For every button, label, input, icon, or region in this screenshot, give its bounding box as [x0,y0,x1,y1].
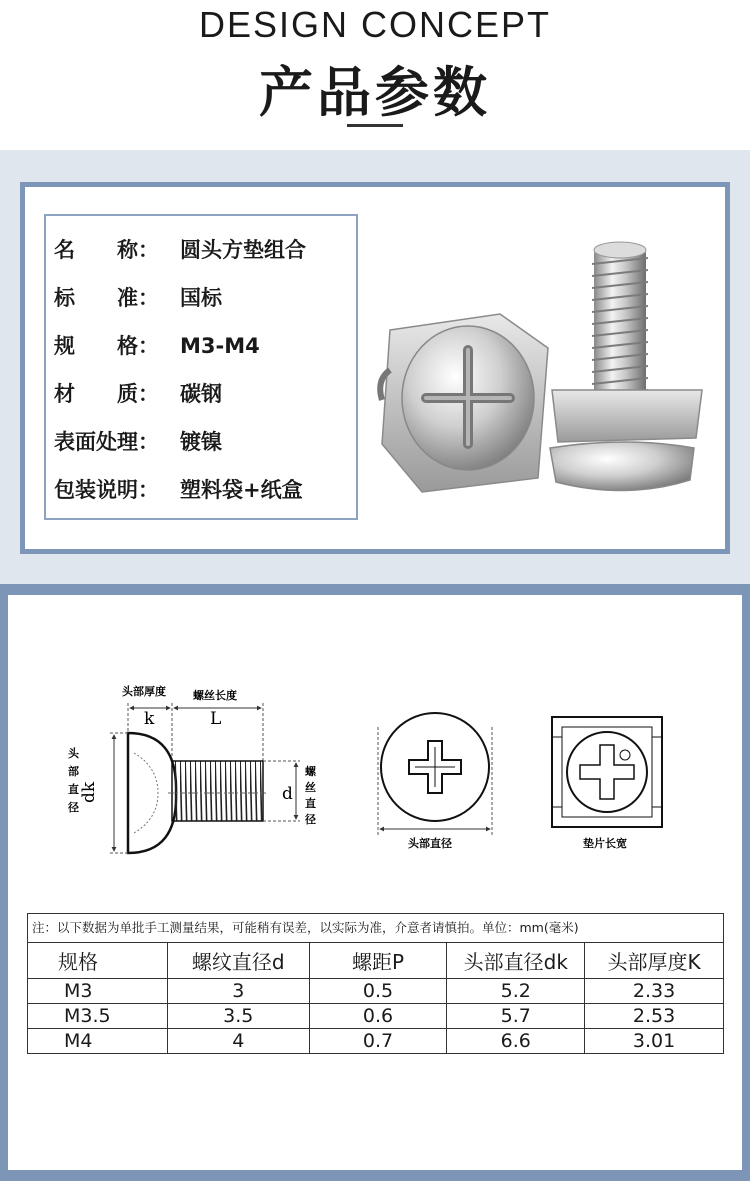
svg-text:直: 直 [305,797,316,810]
col-header-head-dia: 头部直径dk [447,943,585,979]
screw-left [380,314,548,492]
svg-text:径: 径 [68,801,79,814]
title-underline [347,124,403,127]
table-cell: 3 [167,979,309,1004]
label-dk: dk [79,781,99,803]
label-L: L [210,709,222,729]
spec-value: 碳钢 [180,382,222,406]
col-header-pitch: 螺距P [309,943,447,979]
product-photo [370,230,715,520]
label-head-thickness: 头部厚度 [122,685,166,698]
table-cell: 0.7 [309,1029,447,1054]
spec-key: 表面处理： [54,430,159,454]
dimension-diagram [0,675,750,855]
spec-row-name [54,234,306,264]
spec-row-size [54,330,260,360]
table-cell: M4 [28,1029,168,1054]
head-top-view-diagram [378,713,492,850]
svg-text:径: 径 [305,813,316,826]
table-cell: 2.53 [585,1004,724,1029]
label-thread-dia-vertical [304,764,317,826]
measurement-note: 注：以下数据为单批手工测量结果，可能稍有误差，以实际为准，介意者请慎拍。单位：mm(毫米) [27,913,724,943]
spec-row-finish [54,426,222,456]
table-cell: 3.5 [167,1004,309,1029]
svg-text:头: 头 [68,747,79,760]
table-row [28,1004,724,1029]
header [0,0,750,150]
col-header-head-thickness: 头部厚度K [585,943,724,979]
spec-key: 材 质： [54,382,159,406]
table-cell: M3 [28,979,168,1004]
table-header-row [28,943,724,979]
title-en: DESIGN CONCEPT [198,4,552,45]
screw-right [550,242,702,491]
spec-key: 标 准： [54,286,159,310]
spec-value: M3-M4 [180,334,260,358]
spec-key: 包装说明： [54,478,159,502]
spec-row-package [54,474,303,504]
spec-value: 塑料袋+纸盒 [180,478,303,502]
svg-text:螺: 螺 [305,765,316,778]
caption-washer: 垫片长宽 [583,837,627,850]
svg-text:直: 直 [68,783,79,796]
label-k: k [144,709,155,729]
spec-value: 镀镍 [180,430,222,454]
label-d: d [282,784,293,804]
spec-key: 规 格： [54,334,159,358]
spec-row-standard [54,282,222,312]
washer-top-view-diagram [552,717,662,850]
table-cell: 3.01 [585,1029,724,1054]
spec-key: 名 称： [54,238,159,262]
table-cell: 5.2 [447,979,585,1004]
col-header-spec: 规格 [28,943,168,979]
spec-list [44,214,358,520]
title-zh: 产品参数 [259,61,491,124]
table-row [28,979,724,1004]
svg-text:丝: 丝 [305,781,316,794]
table-cell: 6.6 [447,1029,585,1054]
table-cell: 0.6 [309,1004,447,1029]
col-header-thread-dia: 螺纹直径d [167,943,309,979]
spec-value: 国标 [180,286,222,310]
svg-text:部: 部 [68,765,79,778]
dimension-table [27,942,724,1054]
caption-head-diameter: 头部直径 [408,837,452,850]
table-cell: 5.7 [447,1004,585,1029]
spec-row-material [54,378,222,408]
table-cell: 0.5 [309,979,447,1004]
table-cell: 2.33 [585,979,724,1004]
label-thread-length: 螺丝长度 [193,689,237,702]
side-view-diagram [67,684,317,853]
spec-value: 圆头方垫组合 [180,238,306,262]
table-cell: M3.5 [28,1004,168,1029]
table-cell: 4 [167,1029,309,1054]
table-row [28,1029,724,1054]
